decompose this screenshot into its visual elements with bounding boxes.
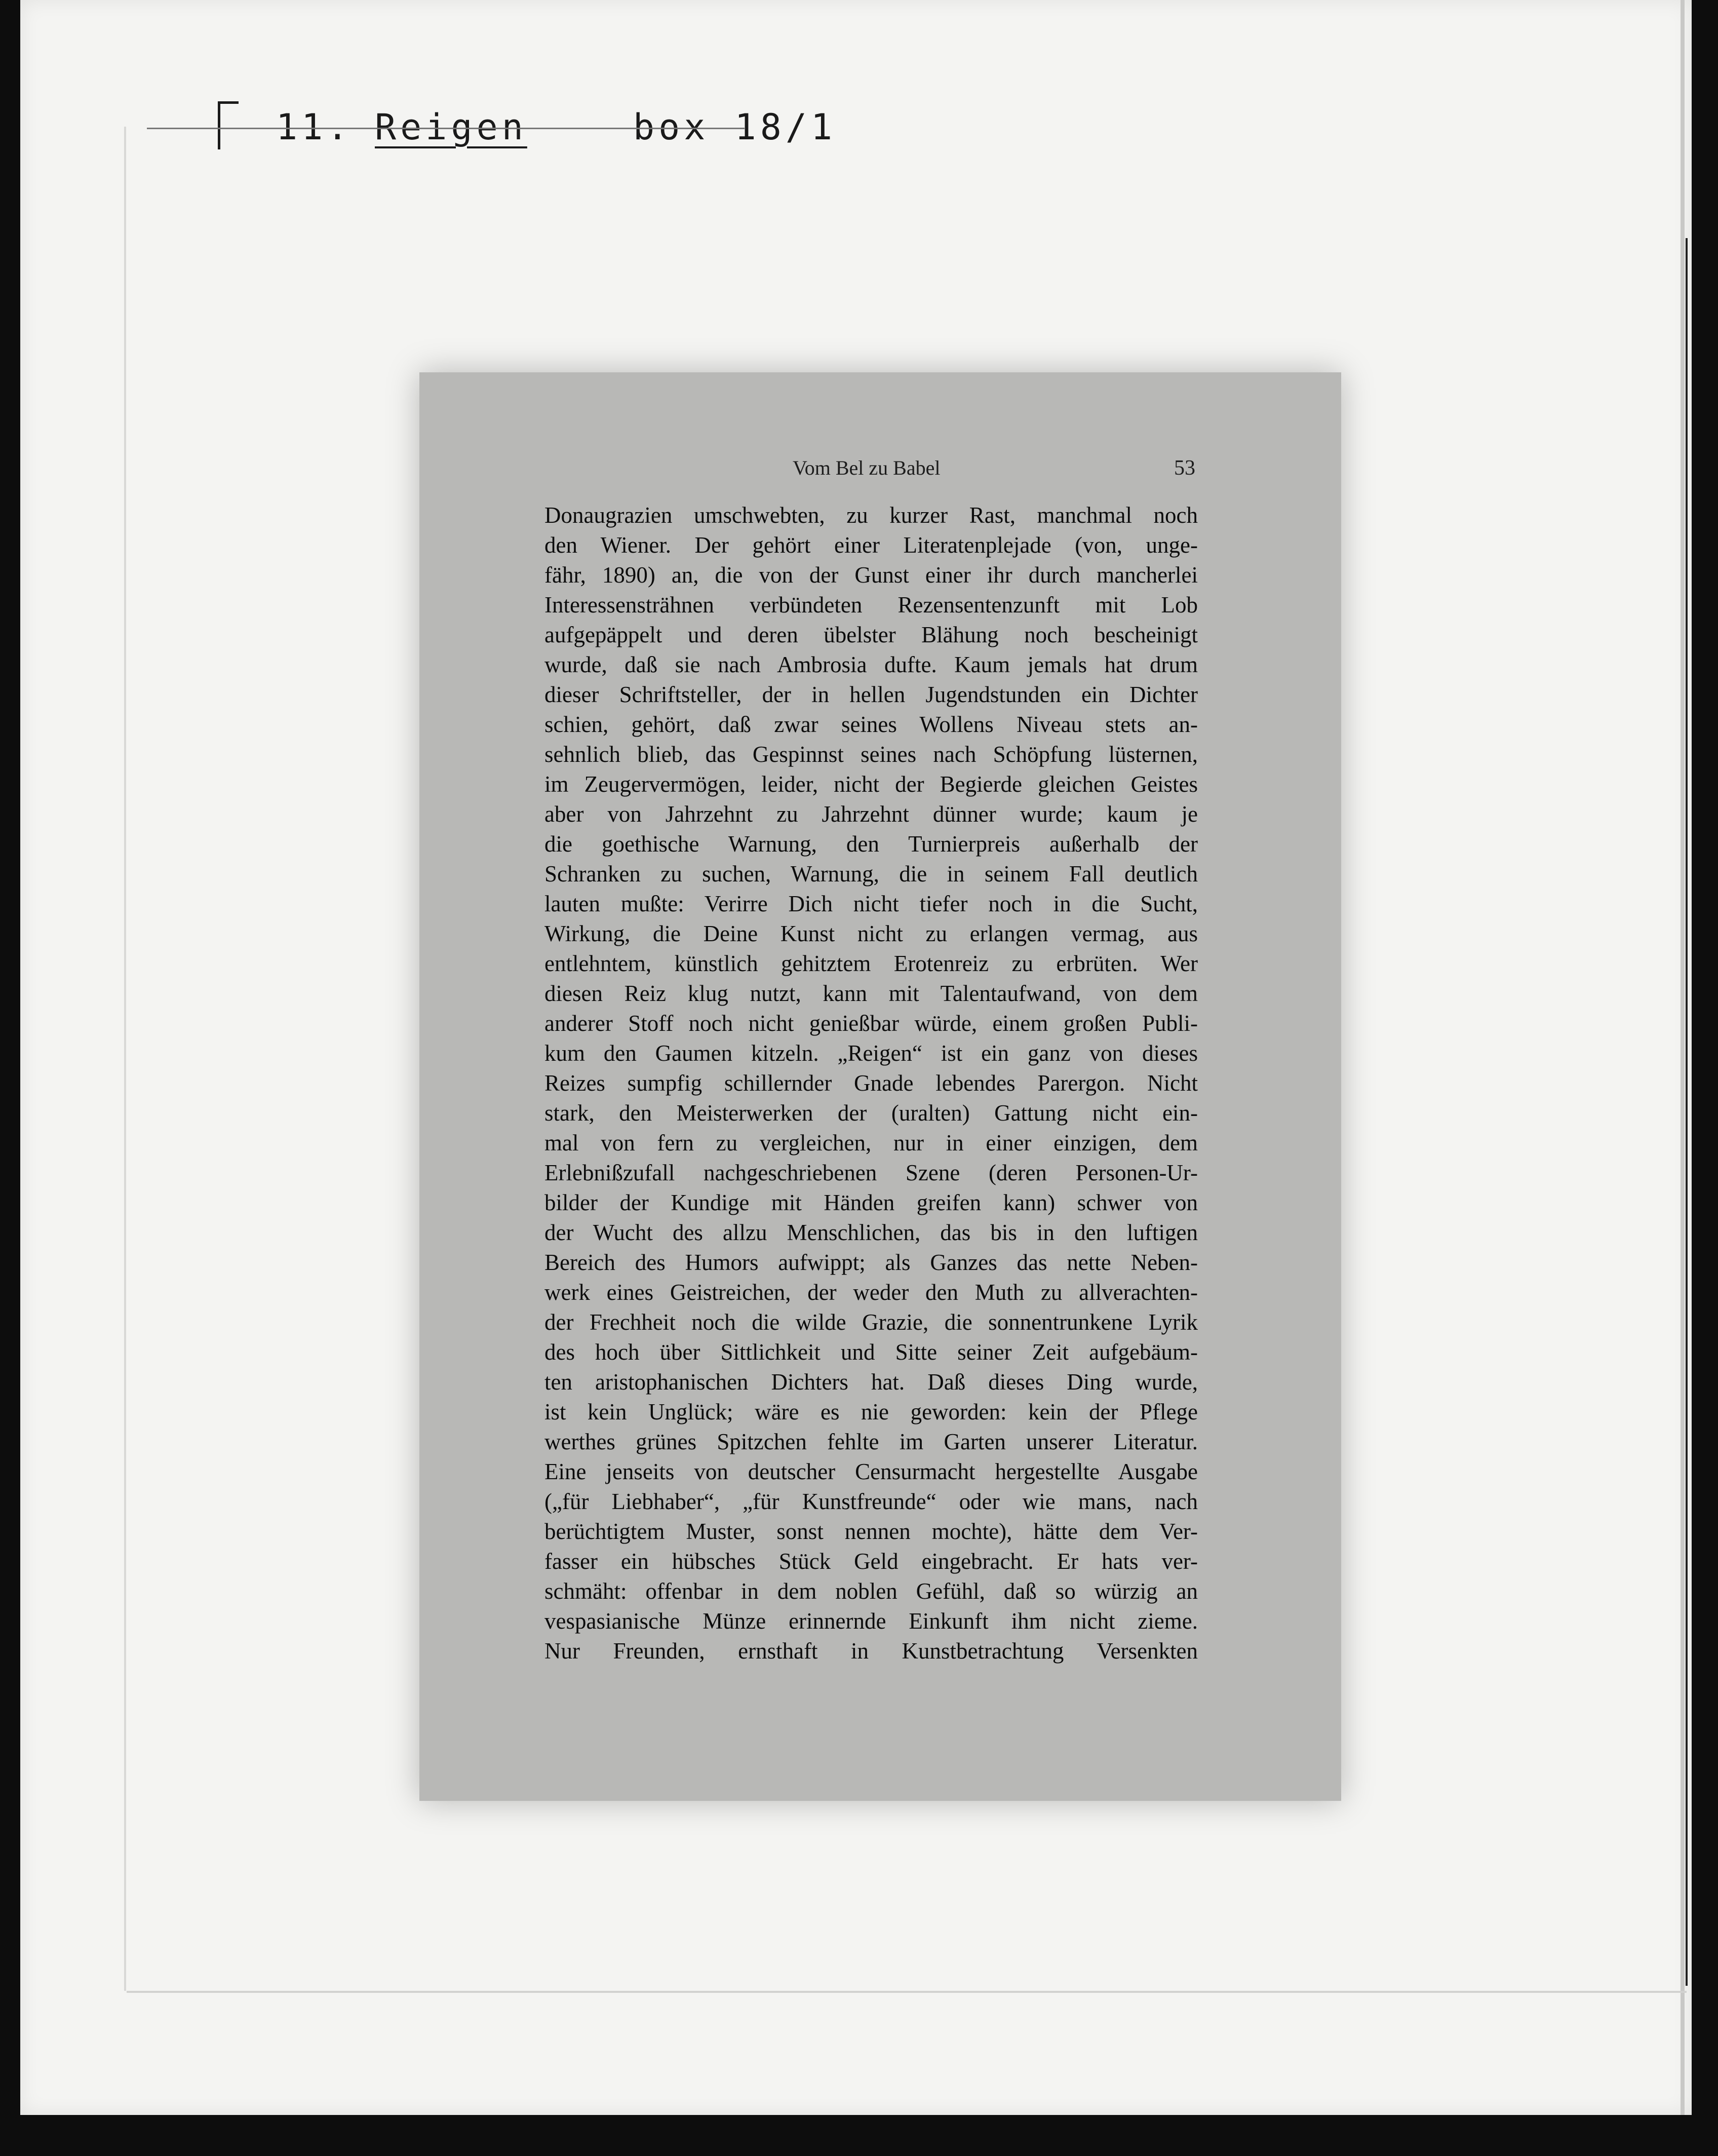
text-line: Interessensträhnen verbündeten Rezensentenzunft mit Lob — [544, 592, 1198, 618]
text-line: fähr, 1890) an, die von der Gunst einer ihr durch mancherlei — [544, 562, 1198, 588]
text-line: Reizes sumpfig schillernder Gnade lebendes Parergon. Nicht — [544, 1070, 1198, 1096]
text-line: Erlebnißzufall nachgeschriebenen Szene (deren Personen-Ur- — [544, 1160, 1198, 1185]
text-line: sehnlich blieb, das Gespinnst seines nach Schöpfung lüsternen, — [544, 742, 1198, 767]
text-line: kum den Gaumen kitzeln. „Reigen“ ist ein ganz von dieses — [544, 1041, 1198, 1066]
header-underline — [147, 128, 745, 129]
body-text — [544, 500, 1198, 1666]
text-line: Schranken zu suchen, Warnung, die in seinem Fall deutlich — [544, 861, 1198, 887]
card-edge — [1681, 0, 1685, 2115]
text-line: Bereich des Humors aufwippt; als Ganzes das nette Neben- — [544, 1250, 1198, 1275]
text-line: Nur Freunden, ernsthaft in Kunstbetrachtung Versenkten — [544, 1638, 1198, 1664]
text-line: der Frechheit noch die wilde Grazie, die sonnentrunkene Lyrik — [544, 1310, 1198, 1335]
text-line: stark, den Meisterwerken der (uralten) Gattung nicht ein- — [544, 1100, 1198, 1126]
text-line: im Zeugervermögen, leider, nicht der Begierde gleichen Geistes — [544, 772, 1198, 797]
card-right-rule — [1686, 238, 1688, 1986]
corner-bracket-icon — [218, 101, 239, 149]
text-line: schmäht: offenbar in dem noblen Gefühl, daß so würzig an — [544, 1578, 1198, 1604]
text-line: mal von fern zu vergleichen, nur in einer einzigen, dem — [544, 1130, 1198, 1156]
text-line: bilder der Kundige mit Händen greifen kann) schwer von — [544, 1190, 1198, 1215]
card-fold-line — [124, 127, 126, 1991]
text-line: schien, gehört, daß zwar seines Wollens Niveau stets an- — [544, 712, 1198, 737]
card-bottom-rule — [127, 1991, 1687, 1993]
text-line: werthes grünes Spitzchen fehlte im Garten unserer Literatur. — [544, 1429, 1198, 1454]
text-line: werk eines Geistreichen, der weder den Muth zu allverachten- — [544, 1280, 1198, 1305]
text-line: ist kein Unglück; wäre es nie geworden: kein der Pflege — [544, 1399, 1198, 1424]
text-line: vespasianische Münze erinnernde Einkunft ihm nicht zieme. — [544, 1608, 1198, 1634]
text-line: der Wucht des allzu Menschlichen, das bis in den luftigen — [544, 1220, 1198, 1245]
text-line: wurde, daß sie nach Ambrosia dufte. Kaum jemals hat drum — [544, 652, 1198, 677]
text-line: des hoch über Sittlichkeit und Sitte seiner Zeit aufgebäum- — [544, 1339, 1198, 1365]
text-line: lauten mußte: Verirre Dich nicht tiefer noch in die Sucht, — [544, 891, 1198, 916]
text-line: Wirkung, die Deine Kunst nicht zu erlangen vermag, aus — [544, 921, 1198, 946]
header-box-label: box 18/1 — [633, 106, 837, 148]
text-line: die goethische Warnung, den Turnierpreis außerhalb der — [544, 831, 1198, 857]
page-number: 53 — [1174, 456, 1195, 480]
header-title: Reigen — [375, 106, 527, 148]
text-line: („für Liebhaber“, „für Kunstfreunde“ oder wie mans, nach — [544, 1489, 1198, 1514]
text-line: entlehntem, künstlich gehitztem Erotenreiz zu erbrüten. Wer — [544, 951, 1198, 976]
text-line: diesen Reiz klug nutzt, kann mit Talentaufwand, von dem — [544, 981, 1198, 1006]
text-line: aufgepäppelt und deren übelster Blähung noch bescheinigt — [544, 622, 1198, 647]
running-head: Vom Bel zu Babel — [793, 456, 941, 479]
text-line: dieser Schriftsteller, der in hellen Jugendstunden ein Dichter — [544, 682, 1198, 707]
text-line: Eine jenseits von deutscher Censurmacht hergestellte Ausgabe — [544, 1459, 1198, 1484]
text-line: anderer Stoff noch nicht genießbar würde, einem großen Publi- — [544, 1011, 1198, 1036]
text-line: ten aristophanischen Dichters hat. Daß dieses Ding wurde, — [544, 1369, 1198, 1395]
text-line: aber von Jahrzehnt zu Jahrzehnt dünner wurde; kaum je — [544, 801, 1198, 827]
archive-header — [106, 51, 837, 148]
text-line: Donaugrazien umschwebten, zu kurzer Rast, manchmal noch — [544, 503, 1198, 528]
text-line: berüchtigtem Muster, sonst nennen mochte), hätte dem Ver- — [544, 1519, 1198, 1544]
text-line: den Wiener. Der gehört einer Literatenplejade (von, unge- — [544, 532, 1198, 558]
header-number: 11. — [276, 106, 353, 148]
text-line: fasser ein hübsches Stück Geld eingebracht. Er hats ver- — [544, 1549, 1198, 1574]
